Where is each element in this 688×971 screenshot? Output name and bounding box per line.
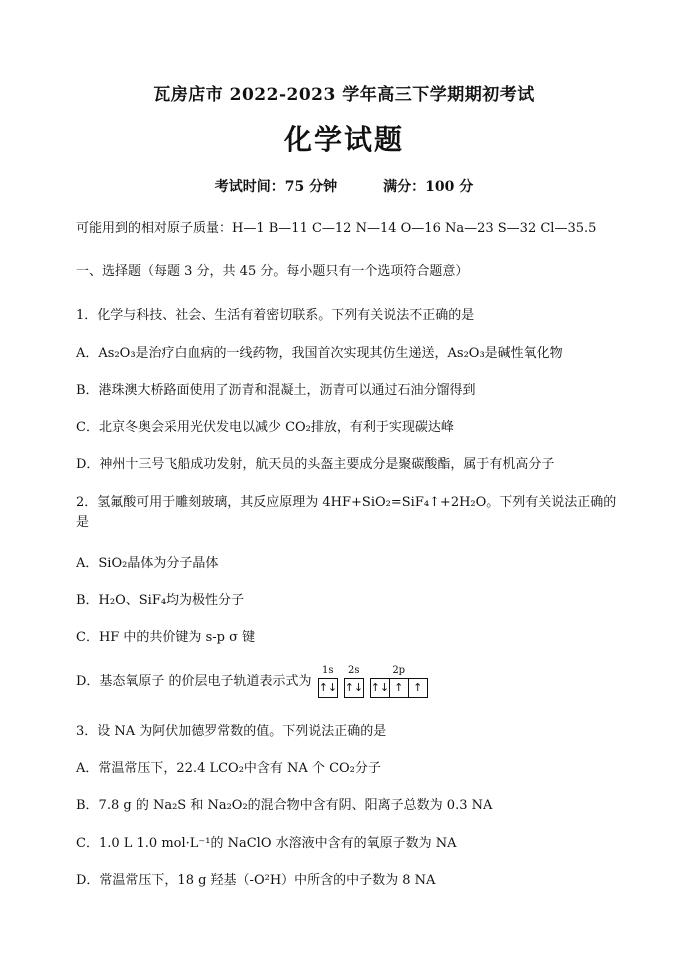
question-1-option-b: B．港珠澳大桥路面使用了沥青和混凝土，沥青可以通过石油分馏得到 <box>76 383 476 398</box>
question-2-option-b: B．H₂O、SiF₄均为极性分子 <box>76 593 245 608</box>
exam-score: 满分：100 分 <box>383 179 474 195</box>
question-2-stem: 2．氢氟酸可用于雕刻玻璃，其反应原理为 4HF+SiO₂=SiF₄↑+2H₂O。下列有关说法正确的 <box>76 495 617 510</box>
question-2-option-d: D．基态氧原子 的价层电子轨道表示式为 <box>76 674 312 689</box>
question-3-option-a: A．常温常压下，22.4 LCO₂中含有 NA 个 CO₂分子 <box>76 761 381 776</box>
orbital-diagram <box>318 665 434 698</box>
orbital-label-2p: 2p <box>392 665 406 676</box>
orbital-box: ↑↓ <box>344 678 364 698</box>
exam-time: 考试时间：75 分钟 <box>214 179 338 195</box>
orbital-box: ↑ <box>408 678 428 698</box>
orbital-box: ↑↓ <box>370 678 390 698</box>
question-1-stem: 1．化学与科技、社会、生活有着密切联系。下列有关说法不正确的是 <box>76 308 475 323</box>
question-3-option-c: C．1.0 L 1.0 mol·L⁻¹的 NaClO 水溶液中含有的氧原子数为 NA <box>76 836 457 851</box>
question-3-option-d: D．常温常压下，18 g 羟基（-O²H）中所含的中子数为 8 NA <box>76 873 436 888</box>
question-1-option-c: C．北京冬奥会采用光伏发电以减少 CO₂排放，有利于实现碳达峰 <box>76 420 454 435</box>
orbital-2s <box>344 665 364 698</box>
orbital-box: ↑ <box>389 678 409 698</box>
question-1-option-d: D．神州十三号飞船成功发射，航天员的头盔主要成分是聚碳酸酯，属于有机高分子 <box>76 457 555 472</box>
exam-meta <box>0 176 688 196</box>
question-1-option-a: A．As₂O₃是治疗白血病的一线药物，我国首次实现其仿生递送，As₂O₃是碱性氧化物 <box>76 346 563 361</box>
orbital-box: ↑↓ <box>318 678 338 698</box>
question-2-option-c: C．HF 中的共价键为 s-p σ 键 <box>76 630 256 645</box>
question-2-option-a: A．SiO₂晶体为分子晶体 <box>76 556 219 571</box>
question-2-stem-continued: 是 <box>76 515 90 530</box>
subject-title: 化学试题 <box>283 123 404 156</box>
question-2-option-d-row <box>76 662 434 702</box>
question-3-stem: 3．设 NA 为阿伏加德罗常数的值。下列说法正确的是 <box>76 724 387 739</box>
orbital-1s <box>318 665 338 698</box>
orbital-2p <box>370 665 428 698</box>
exam-title: 瓦房店市 2022-2023 学年高三下学期期初考试 <box>153 85 535 105</box>
orbital-label-1s: 1s <box>321 665 334 676</box>
atomic-masses: 可能用到的相对原子质量：H—1 B—11 C—12 N—14 O—16 Na—23 S—32 Cl—35.5 <box>76 221 597 236</box>
orbital-label-2s: 2s <box>347 665 360 676</box>
section-title: 一、选择题（每题 3 分，共 45 分。每小题只有一个选项符合题意） <box>76 264 469 279</box>
question-3-option-b: B．7.8 g 的 Na₂S 和 Na₂O₂的混合物中含有阴、阳离子总数为 0.3 NA <box>76 798 493 813</box>
